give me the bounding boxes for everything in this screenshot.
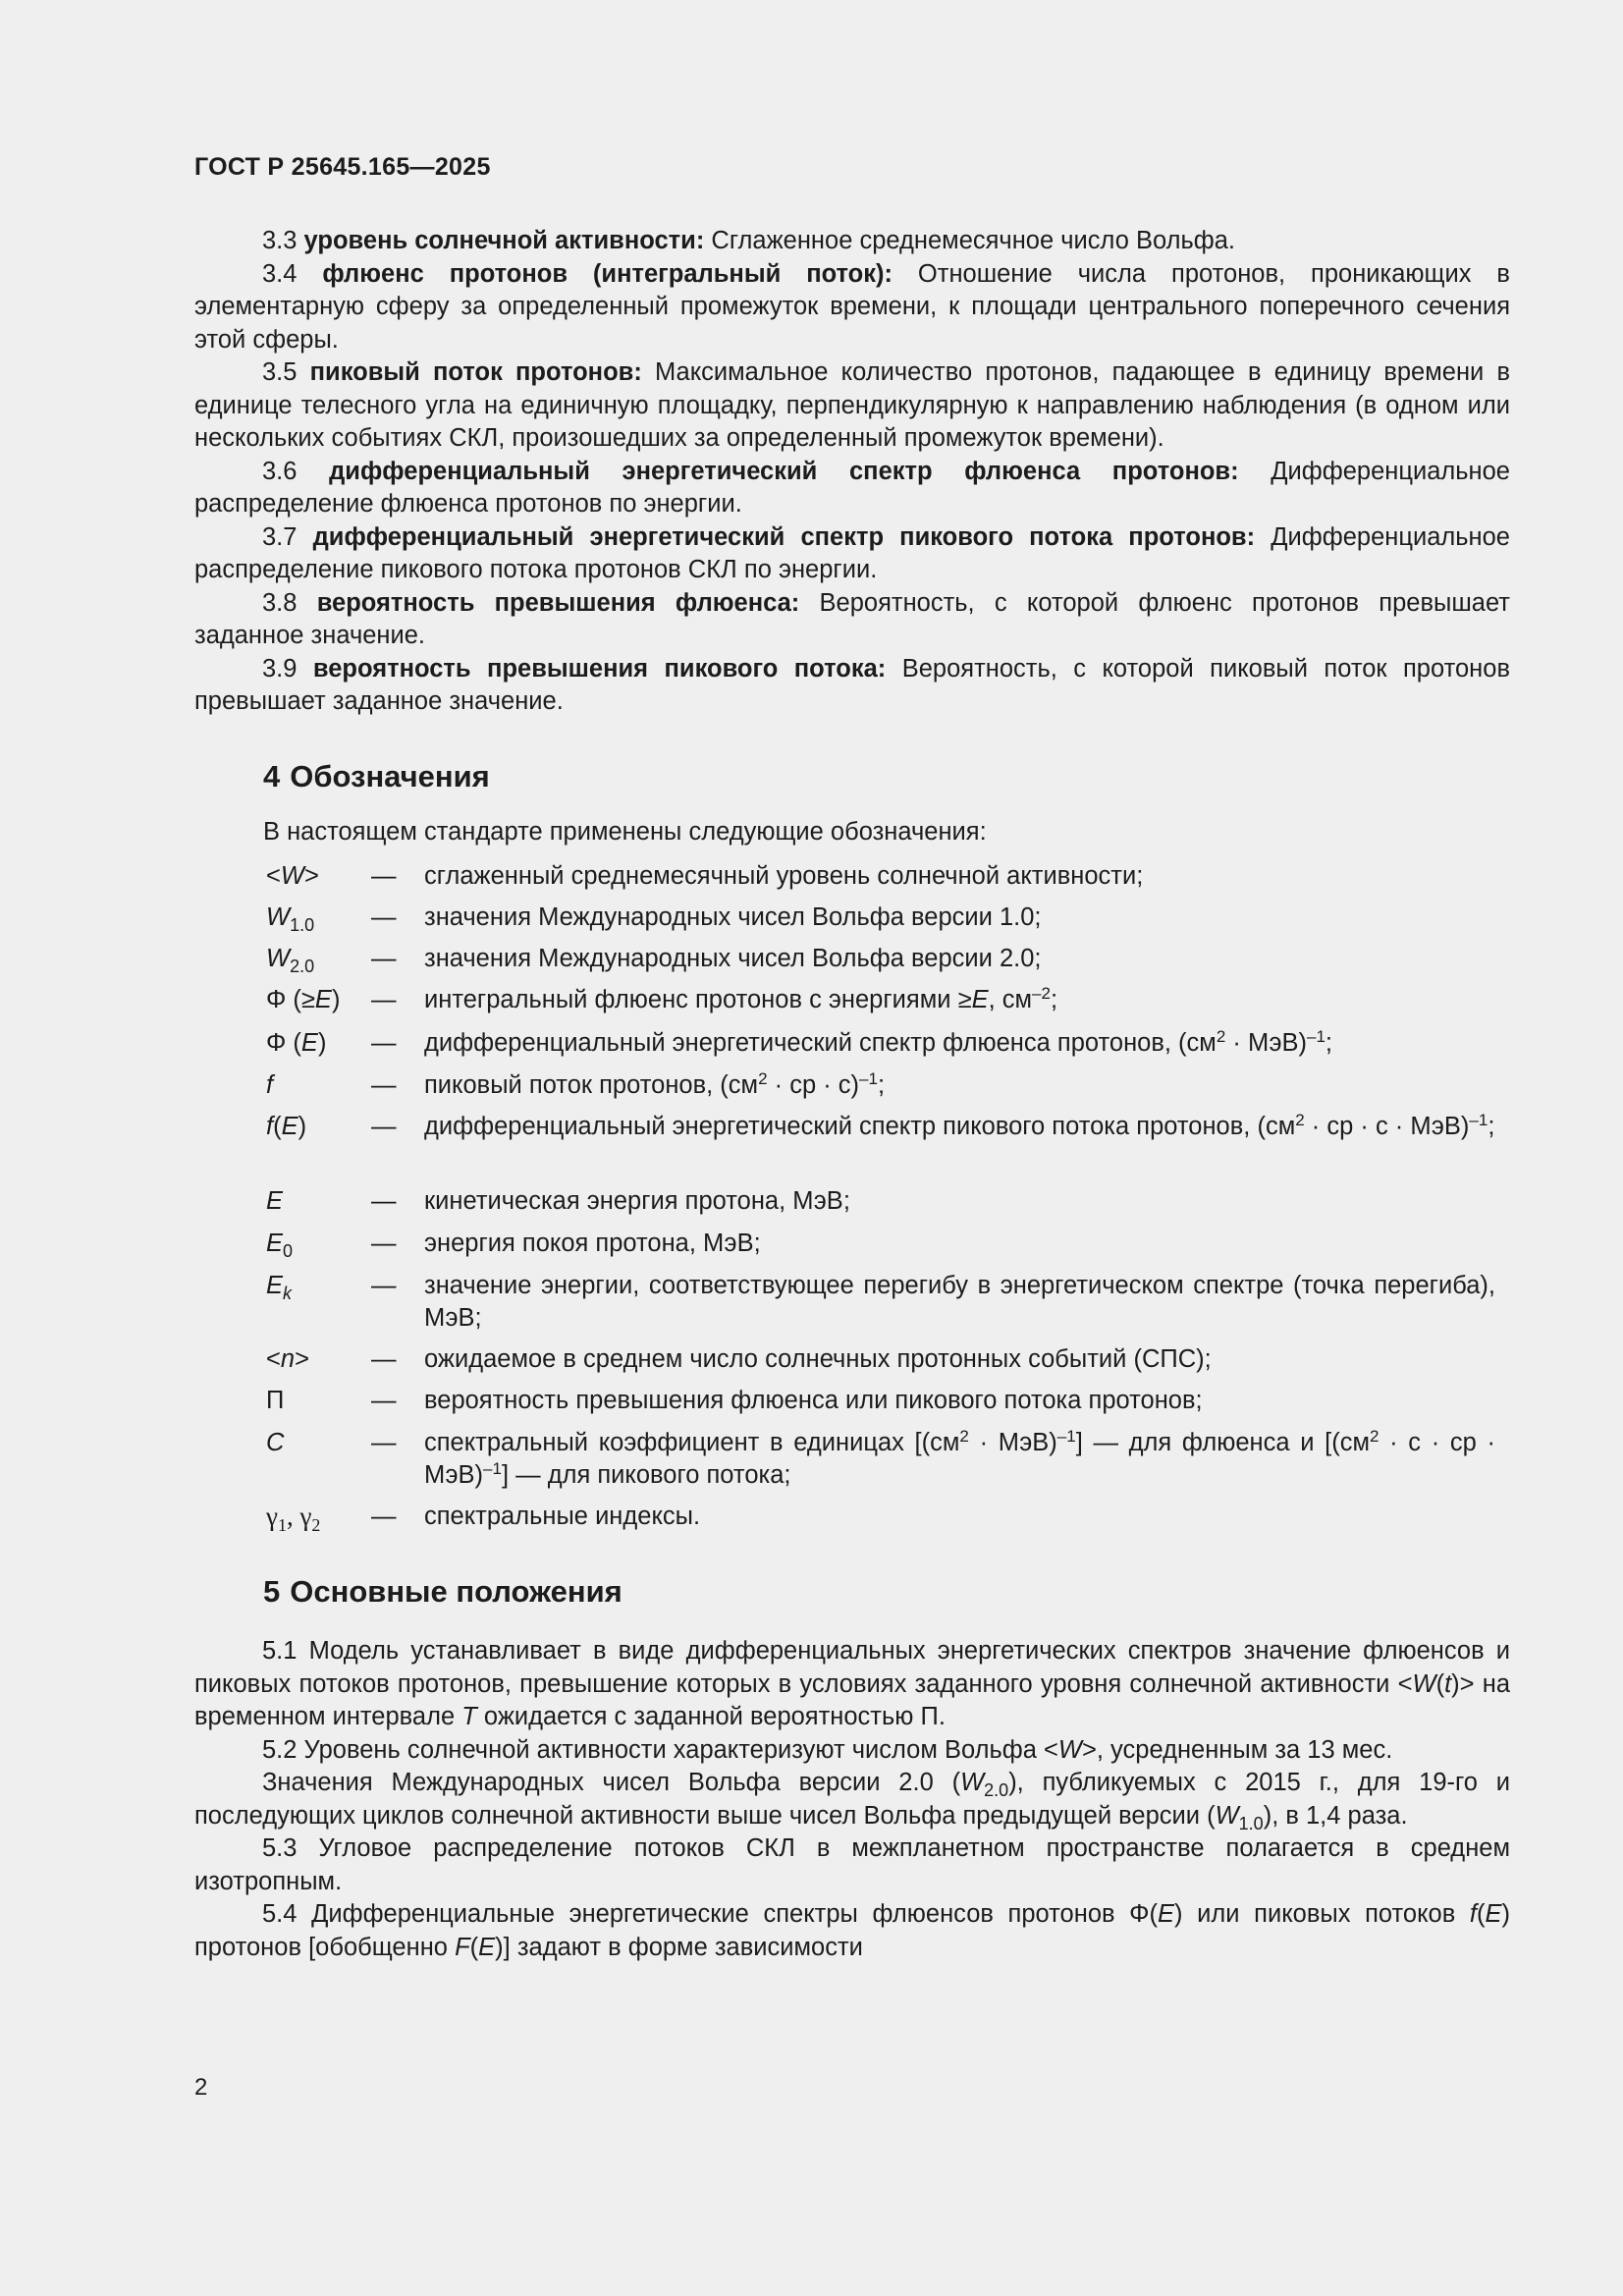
symbol-description: пиковый поток протонов, ($см^2$ · ср · с)$^{-1}$;	[424, 1069, 886, 1099]
document-header: ГОСТ Р 25645.165—2025	[194, 153, 491, 181]
dash: —	[371, 903, 397, 931]
term-name: пиковый поток протонов:	[309, 358, 642, 386]
dash: —	[371, 945, 397, 972]
dash: —	[371, 1187, 397, 1215]
term-3-5: 3.5 пиковый поток протонов: Максимальное количество протонов, падающее в единицу времени в единице телесного угла на единичную площадку, перпендикулярную к направлению наблюдения (в одном или нескольких событиях СКЛ, произошедших за определенный промежуток времени).	[194, 358, 1510, 452]
symbol-description: ожидаемое в среднем число солнечных протонных событий (СПС);	[424, 1345, 1212, 1373]
symbol-row	[263, 1027, 1495, 1060]
terms-block	[194, 225, 1510, 719]
paragraph-5-2-note: Значения Международных чисел Вольфа версии 2.0 $(W_{2.0})$, публикуемых с 2015 г., для 19-го и последующих циклов солнечной активности выше чисел Вольфа предыдущей версии $(W_{1.0})$, в 1,4 раза.	[194, 1769, 1511, 1833]
symbol-description: кинетическая энергия протона, МэВ;	[424, 1187, 850, 1215]
dash: —	[371, 1429, 397, 1456]
term-definition: Вероятность, с которой пиковый поток протонов превышает заданное значение.	[194, 654, 1510, 715]
term-name: дифференциальный энергетический спектр флюенса протонов:	[329, 457, 1239, 485]
symbol-description: дифференциальный энергетический спектр пикового потока протонов, ($см^2$ · ср · с · МэВ)$^{-1}$;	[424, 1111, 1495, 1140]
term-3-9: 3.9 вероятность превышения пикового потока: Вероятность, с которой пиковый поток протонов превышает заданное значение.	[194, 654, 1510, 715]
symbol-row	[263, 1427, 1495, 1492]
term-name: вероятность превышения пикового потока:	[312, 654, 887, 683]
dash: —	[371, 1387, 397, 1414]
dash: —	[371, 1029, 397, 1057]
symbol: Φ (E)	[266, 1029, 327, 1057]
symbol: E	[266, 1187, 284, 1215]
term-definition: Дифференциальное распределение пикового потока протонов СКЛ по энергии.	[194, 522, 1510, 583]
term-3-3: 3.3 уровень солнечной активности: Сглаженное среднемесячное число Вольфа.	[262, 227, 1236, 254]
dash: —	[371, 1071, 397, 1099]
symbol-row	[263, 860, 1495, 893]
term-name: флюенс протонов (интегральный поток):	[322, 259, 893, 288]
symbol-row	[263, 1343, 1495, 1376]
dash: —	[371, 1503, 397, 1530]
symbol-row	[263, 1385, 1495, 1417]
paragraph-5-1: 5.1 Модель устанавливает в виде дифференциальных энергетических спектров значение флюенсов и пиковых потоков протонов, превышение которых в условиях заданного уровня солнечной активности <W(t)> на временном интервале T ожидается с заданной вероятностью П.	[194, 1637, 1511, 1730]
symbol-description: вероятность превышения флюенса или пикового потока протонов;	[424, 1387, 1203, 1414]
term-3-8: 3.8 вероятность превышения флюенса: Вероятность, с которой флюенс протонов превышает заданное значение.	[194, 588, 1510, 649]
symbol-row	[263, 984, 1495, 1016]
symbol-row	[263, 1270, 1495, 1335]
symbol: f	[266, 1071, 274, 1099]
paragraph-5-2: 5.2 Уровень солнечной активности характеризуют числом Вольфа <W>, усредненным за 13 мес.	[262, 1735, 1393, 1764]
section-5-body	[194, 1635, 1510, 1964]
dash: —	[371, 986, 397, 1013]
term-3-7: 3.7 дифференциальный энергетический спектр пикового потока протонов: Дифференциальное распределение пикового потока протонов СКЛ по энергии.	[194, 522, 1510, 583]
symbol-row	[263, 1501, 1495, 1533]
term-3-6: 3.6 дифференциальный энергетический спектр флюенса протонов: Дифференциальное распределение флюенса протонов по энергии.	[194, 457, 1510, 518]
symbol-description: значения Международных чисел Вольфа версии 1.0;	[424, 903, 1042, 931]
symbols-intro: В настоящем стандарте применены следующие обозначения:	[263, 818, 987, 846]
symbol-description: значения Международных чисел Вольфа версии 2.0;	[424, 945, 1042, 972]
symbol-description: энергия покоя протона, МэВ;	[424, 1230, 761, 1257]
symbol-description: интегральный флюенс протонов с энергиями ≥E, $см^{-2}$;	[424, 984, 1058, 1013]
symbol-row	[263, 902, 1495, 934]
symbol-description: дифференциальный энергетический спектр флюенса протонов, $(см^2 \cdot МэВ)^{-1}$;	[424, 1027, 1333, 1057]
dash: —	[371, 862, 397, 890]
symbol: Φ (≥E)	[266, 986, 341, 1013]
term-definition: Максимальное количество протонов, падающее в единицу времени в единице телесного угла на единичную площадку, перпендикулярную к направлению наблюдения (в одном или нескольких событиях СКЛ, произошедших за определенный промежуток времени).	[194, 358, 1510, 452]
dash: —	[371, 1230, 397, 1257]
section-5-heading: 5 Основные положения	[263, 1574, 622, 1609]
symbol-row	[263, 1228, 1495, 1260]
symbol-row	[263, 943, 1495, 975]
symbol: C	[266, 1429, 285, 1456]
term-definition: Дифференциальное распределение флюенса протонов по энергии.	[194, 457, 1510, 518]
symbol: <W>	[266, 862, 319, 890]
term-3-4: 3.4 флюенс протонов (интегральный поток): Отношение числа протонов, проникающих в элементарную сферу за определенный промежуток времени, к площади центрального поперечного сечения этой сферы.	[194, 259, 1510, 354]
symbol: $W_{2.0}$	[266, 945, 315, 976]
term-name: вероятность превышения флюенса:	[316, 588, 800, 617]
paragraph-5-3: 5.3 Угловое распределение потоков СКЛ в межпланетном пространстве полагается в среднем изотропным.	[194, 1834, 1510, 1895]
symbol-description: значение энергии, соответствующее перегибу в энергетическом спектре (точка перегиба), МэВ;	[424, 1272, 1495, 1332]
symbol-description: спектральные индексы.	[424, 1503, 701, 1530]
symbol-row	[263, 1111, 1495, 1143]
symbol-row	[263, 1185, 1495, 1218]
symbol: $E_k$	[266, 1272, 293, 1303]
symbol: П	[266, 1387, 285, 1414]
symbol-row	[263, 1069, 1495, 1102]
symbol: <n>	[266, 1345, 309, 1373]
symbol: $\gamma_1$, $\gamma_2$	[266, 1502, 321, 1535]
symbol: $E_0$	[266, 1230, 294, 1261]
term-name: уровень солнечной активности:	[303, 227, 705, 254]
page-number: 2	[194, 2074, 208, 2101]
term-name: дифференциальный энергетический спектр пикового потока протонов:	[312, 522, 1256, 551]
dash: —	[371, 1113, 397, 1140]
symbol-description: спектральный коэффициент в единицах $[(см^2 \cdot МэВ)^{-1}]$ — для флюенса и [($см^2 \cdot с$ · ср · МэВ)$^{-1}$] — для пикового потока;	[424, 1427, 1496, 1489]
dash: —	[371, 1272, 397, 1299]
section-4-heading: 4 Обозначения	[263, 759, 490, 793]
symbol: $W_{1.0}$	[266, 903, 315, 935]
symbol: f(E)	[266, 1113, 307, 1140]
term-definition: Вероятность, с которой флюенс протонов превышает заданное значение.	[194, 588, 1510, 649]
term-definition: Отношение числа протонов, проникающих в элементарную сферу за определенный промежуток времени, к площади центрального поперечного сечения этой сферы.	[194, 259, 1510, 354]
dash: —	[371, 1345, 397, 1373]
symbol-description: сглаженный среднемесячный уровень солнечной активности;	[424, 862, 1144, 890]
term-definition: Сглаженное среднемесячное число Вольфа.	[704, 227, 1236, 254]
paragraph-5-4: 5.4 Дифференциальные энергетические спектры флюенсов протонов Φ(E) или пиковых потоков f(E) протонов [обобщенно F(E)] задают в форме зависимости	[194, 1900, 1511, 1961]
